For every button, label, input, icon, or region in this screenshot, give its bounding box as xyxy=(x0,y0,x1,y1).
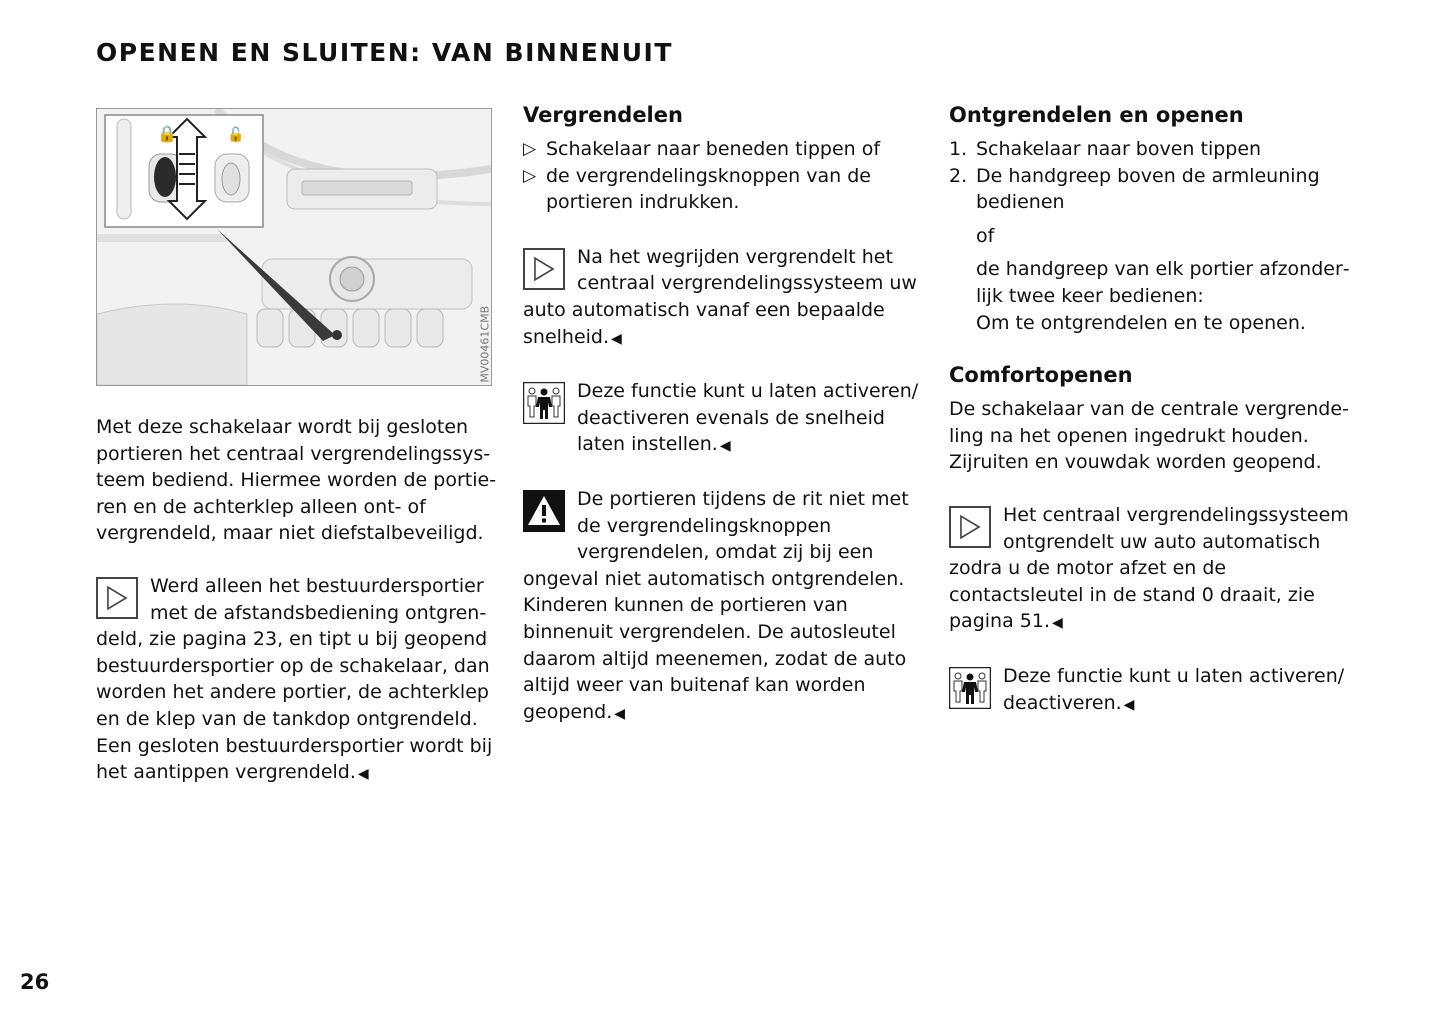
list-item: ▷ Schakelaar naar beneden tippen of xyxy=(523,136,933,163)
note-text: Werd alleen het bestuurdersportier met de afstandsbediening ontgrendeld, zie pagina 23, en tipt u bij geopend bestuurdersportier op de schakelaar, dan worden het andere portier, de achterklep en de klep van de tankdop ontgrendeld. Een gesloten bestuurdersportier wordt bij het aantippen vergrendeld. xyxy=(96,574,493,784)
note-text: Na het wegrijden vergrendelt het centraal vergrendelingssysteem uw auto automatisch vanaf een bepaalde snelheid. xyxy=(523,245,917,348)
column-left xyxy=(96,100,500,788)
warning-text: De portieren tijdens de rit niet met de vergrendelingsknoppen vergrendelen, omdat zij bij een ongeval niet automatisch ontgrendelen. Kinderen kunnen de portieren van binnenuit vergrendelen. De autosleutel daarom altijd meenemen, zodat de auto altijd weer van buitenaf kan worden geopend. xyxy=(523,487,909,723)
workshop-people-icon xyxy=(949,667,991,717)
list-item xyxy=(949,163,1359,216)
heading-ontgrendelen: Ontgrendelen en openen xyxy=(949,103,1244,127)
warning-box xyxy=(523,486,933,727)
note-text: Deze functie kunt u laten activeren/ deactiveren evenals de snelheid laten instellen. xyxy=(577,380,919,456)
note-icon xyxy=(523,248,565,290)
workshop-note xyxy=(949,663,1359,718)
or-text: of xyxy=(976,224,995,247)
step-text: De handgreep boven de armleuning bedienen xyxy=(976,164,1320,214)
end-mark-icon: ◀ xyxy=(611,330,622,347)
note-text: Het centraal vergrendelingssysteem ontgrendelt uw auto automatisch zodra u de motor afzet en de contactsleutel in de stand 0 draait, zie pagina 51. xyxy=(949,503,1349,633)
column-middle xyxy=(523,100,933,727)
note-icon xyxy=(96,577,138,619)
alt-text-2: Om te ontgrendelen en te openen. xyxy=(976,311,1306,334)
end-mark-icon: ◀ xyxy=(1123,696,1135,713)
end-mark-icon: ◀ xyxy=(1051,615,1063,632)
warning-icon xyxy=(523,490,565,540)
note-box xyxy=(949,502,1359,637)
note-text: Deze functie kunt u laten activeren/ deactiveren. xyxy=(1003,664,1345,714)
end-mark-icon: ◀ xyxy=(614,705,626,722)
note-icon xyxy=(949,506,991,548)
end-mark-icon: ◀ xyxy=(357,766,369,783)
step-text: Schakelaar naar boven tippen xyxy=(976,138,1262,160)
intro-text: Met deze schakelaar wordt bij gesloten portieren het centraal vergrendelingssysteem bediend. Hiermee worden de portieren en de achterklep alleen ont- of vergrendeld, maar niet diefstalbeveiligd. xyxy=(96,416,497,545)
workshop-people-icon xyxy=(523,382,565,432)
page-number: 26 xyxy=(20,970,50,994)
list-item xyxy=(949,136,1359,163)
svg-text:🔒: 🔒 xyxy=(157,124,177,143)
console-figure xyxy=(96,108,492,386)
note-box xyxy=(96,573,500,788)
svg-text:🔓: 🔓 xyxy=(227,127,245,143)
comfort-text: De schakelaar van de centrale vergrendeling na het openen ingedrukt houden. Zijruiten en vouwdak worden geopend. xyxy=(949,398,1349,474)
note-box xyxy=(523,244,933,352)
page-title: OPENEN EN SLUITEN: VAN BINNENUIT xyxy=(96,38,673,67)
list-item: ▷ de vergrendelingsknoppen van de portieren indrukken. xyxy=(523,163,933,216)
lock-options-list xyxy=(523,136,933,216)
workshop-note xyxy=(523,378,933,460)
step-number: 1. xyxy=(949,138,968,160)
heading-comfortopenen: Comfortopenen xyxy=(949,363,1133,388)
figure-code: MV00461CMB xyxy=(478,306,492,383)
unlock-steps-list xyxy=(949,136,1359,216)
center-console-illustration xyxy=(97,109,491,385)
alt-text: de handgreep van elk portier afzonderlijk twee keer bedienen: xyxy=(976,258,1350,307)
column-right xyxy=(949,100,1359,719)
end-mark-icon: ◀ xyxy=(719,438,731,455)
step-number: 2. xyxy=(949,164,968,187)
heading-vergrendelen: Vergrendelen xyxy=(523,103,683,127)
